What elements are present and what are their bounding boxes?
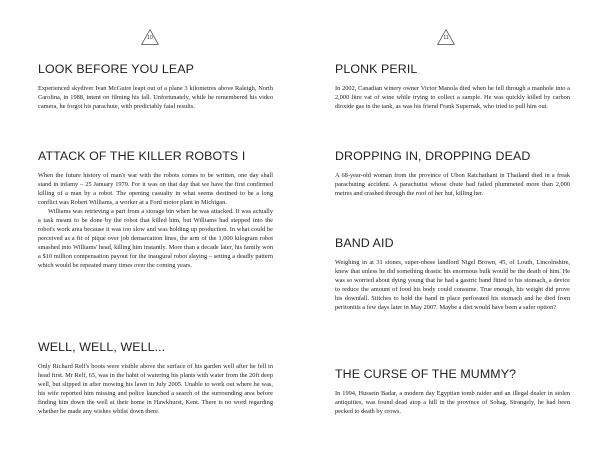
article-body xyxy=(335,84,570,111)
article-body xyxy=(38,362,273,416)
page-number-marker xyxy=(437,29,455,45)
article-title: THE CURSE OF THE MUMMY? xyxy=(335,367,517,381)
article-body xyxy=(38,171,273,271)
article-look-before-you-leap xyxy=(38,62,273,111)
article-paragraph: Only Richard Relf's boots were visible above the surface of his garden well after he fell in head first. Mr Relf, 65, was in the habit of watering his plants with water from the 20ft deep well, but slipped in after mowing his lawn in July 2005. Unable to work out where he was, his wife reported him missing and police launched a search of the surrounding area before finding him down the well at their home in Hawkhurst, Kent. There is no word regarding whether he made any wishes whilst down there. xyxy=(38,363,273,416)
article-band-aid xyxy=(335,236,570,312)
article-paragraph: When the future history of man's war with the robots comes to be written, one day shall stand in infamy – 25 January 1979. For it was on that day that we have the first confirmed killing of a man by a robot. The opening casualty in what seems destined to be a long conflict was Robert Williams, a worker at a Ford motor plant in Michigan. xyxy=(38,172,273,207)
article-body xyxy=(335,389,570,416)
article-well-well-well xyxy=(38,340,273,416)
article-paragraph: Williams was retrieving a part from a storage bin when he was attacked. It was actually a task meant to be done by the robot that killed him, but Williams had stepped into the robot's work area because it was too slow and was holding up production. In what could be perceived as a fit of pique over job demarcation lines, the arm of the 1,000 kilogram robot smashed into Williams' head, killing him instantly. More than a decade later, his family won a $10 million compensation payout for the inaugural robot slaying – setting a deadly pattern which would be repeated many times over the coming years. xyxy=(38,208,273,270)
article-paragraph: In 1994, Hussein Badar, a modern day Egyptian tomb raider and an illegal dealer in stolen antiquities, was found dead atop a hill in the province of Sohag. Strangely, he had been pecked to death by crows. xyxy=(335,390,570,416)
article-paragraph: In 2002, Canadian winery owner Victor Manola died when he fell through a manhole into a 2,000 litre vat of wine while trying to collect a sample. He was quickly killed by carbon dioxide gas in the tank, as was his friend Frank Supernak, who tried to pull him out. xyxy=(335,85,570,111)
article-attack-of-the-killer-robots xyxy=(38,149,273,271)
page-number: 10 xyxy=(147,35,153,41)
article-title: PLONK PERIL xyxy=(335,62,418,76)
article-title: BAND AID xyxy=(335,236,394,250)
article-body xyxy=(38,84,273,111)
article-paragraph: A 68-year-old woman from the province of Ubon Ratchathani in Thailand died in a freak parachuting accident. A parachutist whose chute had failed plummeted more than 2,000 metres and crashed through the roof of her hut, killing her. xyxy=(335,172,570,198)
article-body xyxy=(335,258,570,312)
article-title: ATTACK OF THE KILLER ROBOTS I xyxy=(38,149,246,163)
article-paragraph: Weighing in at 31 stones, super-obese landlord Nigel Brown, 45, of Louth, Lincolnshire, knew that unless he did something drastic his enormous bulk would be the death of him. He was so worried about dying young that he had a gastric band fitted to his stomach, a device to reduce the amount of food his body could consume. True enough, his weight did prove his downfall. Stitches to hold the band in place perforated his stomach and he died from peritonitis a few days later in May 2007. Maybe a diet would have been a safer option? xyxy=(335,259,570,312)
article-paragraph: Experienced skydiver Ivan McGuire leapt out of a plane 3 kilometres above Raleigh, North Carolina, in 1988, intent on filming his fall. Unfortunately, while he remembered his video camera, he forgot his parachute, with predictably fatal results. xyxy=(38,85,273,111)
article-dropping-in-dropping-dead xyxy=(335,149,570,198)
article-title: DROPPING IN, DROPPING DEAD xyxy=(335,149,531,163)
article-curse-of-the-mummy xyxy=(335,367,570,416)
article-title: WELL, WELL, WELL... xyxy=(38,340,166,354)
article-body xyxy=(335,171,570,198)
article-title: LOOK BEFORE YOU LEAP xyxy=(38,62,195,76)
page-number: 11 xyxy=(443,35,449,41)
page-number-marker xyxy=(141,29,159,45)
article-plonk-peril xyxy=(335,62,570,111)
